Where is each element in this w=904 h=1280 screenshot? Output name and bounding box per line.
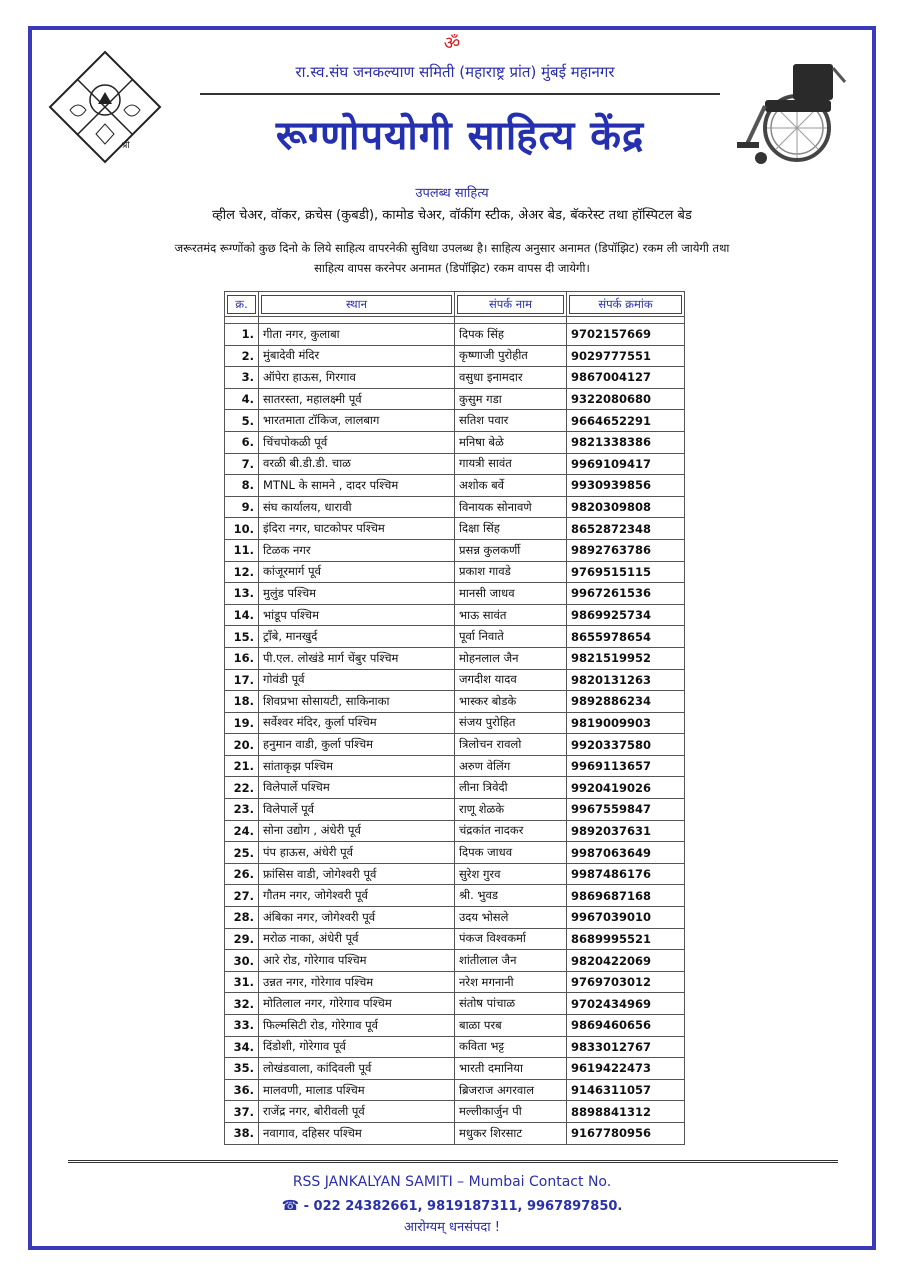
row-phone: 9969113657 [567, 755, 685, 777]
row-number: 28. [225, 907, 259, 929]
row-place: मोतिलाल नगर, गोरेगाव पश्चिम [259, 993, 455, 1015]
row-number: 12. [225, 561, 259, 583]
organization-name: रा.स्व.संघ जनकल्याण समिती (महाराष्ट्र प्रांत) मुंबई महानगर [295, 63, 615, 81]
row-contact-name: बाळा परब [455, 1015, 567, 1037]
table-row [225, 410, 685, 432]
row-phone: 8655978654 [567, 626, 685, 648]
row-place: शिवप्रभा सोसायटी, साकिनाका [259, 691, 455, 713]
row-number: 25. [225, 842, 259, 864]
row-phone: 9146311057 [567, 1079, 685, 1101]
row-contact-name: पूर्वा निवाते [455, 626, 567, 648]
row-contact-name: राणू शेळके [455, 799, 567, 821]
page-title: रूग्णोपयोगी साहित्य केंद्र [275, 113, 645, 159]
row-place: इंदिरा नगर, घाटकोपर पश्चिम [259, 518, 455, 540]
table-row [225, 755, 685, 777]
telephone-icon: ☎ [281, 1198, 300, 1214]
table-row [225, 1015, 685, 1037]
logo-text: श्री [121, 141, 130, 151]
table-header-row [225, 292, 685, 317]
deposit-note-line-1: जरूरतमंद रूग्णोंको कुछ दिनो के लिये साहित्य वापरनेकी सुविधा उपलब्ध है। साहित्य अनुसार अनामत (डिपॉझिट) रकम ली जायेगी तथा [174, 241, 730, 255]
header-place [259, 292, 455, 317]
row-phone: 9322080680 [567, 388, 685, 410]
table-row [225, 971, 685, 993]
row-place: फिल्मसिटी रोड, गोरेगाव पूर्व [259, 1015, 455, 1037]
row-place: हनुमान वाडी, कुर्ला पश्चिम [259, 734, 455, 756]
row-phone: 9869460656 [567, 1015, 685, 1037]
footer-phones [0, 1196, 904, 1217]
row-number: 36. [225, 1079, 259, 1101]
row-contact-name: नरेश मगनानी [455, 971, 567, 993]
row-phone: 9987063649 [567, 842, 685, 864]
row-place: गीता नगर, कुलाबा [259, 324, 455, 346]
header-contact-number-label: संपर्क क्रमांक [569, 295, 682, 314]
table-row [225, 1036, 685, 1058]
row-phone: 9930939856 [567, 475, 685, 497]
row-place: सोना उद्योग , अंधेरी पूर्व [259, 820, 455, 842]
table-body [225, 317, 685, 1145]
table-row [225, 820, 685, 842]
row-place: लोखंडवाला, कांदिवली पूर्व [259, 1058, 455, 1080]
row-contact-name: चंद्रकांत नादकर [455, 820, 567, 842]
row-contact-name: भास्कर बोडके [455, 691, 567, 713]
table-row [225, 907, 685, 929]
row-number: 17. [225, 669, 259, 691]
row-number: 18. [225, 691, 259, 713]
row-number: 24. [225, 820, 259, 842]
row-place: सर्वेश्वर मंदिर, कुर्ला पश्चिम [259, 712, 455, 734]
row-contact-name: विनायक सोनावणे [455, 496, 567, 518]
row-place: मुंबादेवी मंदिर [259, 345, 455, 367]
table-row [225, 885, 685, 907]
row-number: 10. [225, 518, 259, 540]
row-phone: 9920419026 [567, 777, 685, 799]
row-place: आरे रोड, गोरेगाव पश्चिम [259, 950, 455, 972]
table-row [225, 604, 685, 626]
row-contact-name: अरुण वेलिंग [455, 755, 567, 777]
row-contact-name: गायत्री सावंत [455, 453, 567, 475]
row-place: मरोळ नाका, अंधेरी पूर्व [259, 928, 455, 950]
row-contact-name: मानसी जाधव [455, 583, 567, 605]
row-contact-name: भारती दमानिया [455, 1058, 567, 1080]
row-number: 29. [225, 928, 259, 950]
row-place: नवागाव, दहिसर पश्चिम [259, 1122, 455, 1144]
deposit-note [90, 238, 814, 278]
row-phone: 8898841312 [567, 1101, 685, 1123]
row-phone: 9702157669 [567, 324, 685, 346]
row-number: 14. [225, 604, 259, 626]
table-row [225, 1079, 685, 1101]
row-contact-name: कृष्णाजी पुरोहीत [455, 345, 567, 367]
row-phone: 9969109417 [567, 453, 685, 475]
row-contact-name: संतोष पांचाळ [455, 993, 567, 1015]
row-phone: 9869687168 [567, 885, 685, 907]
row-place: पी.एल. लोखंडे मार्ग चेंबुर पश्चिम [259, 647, 455, 669]
row-contact-name: त्रिलोचन रावलो [455, 734, 567, 756]
row-phone: 9167780956 [567, 1122, 685, 1144]
row-place: दिंडोशी, गोरेगाव पूर्व [259, 1036, 455, 1058]
table-row [225, 1101, 685, 1123]
row-phone: 9892886234 [567, 691, 685, 713]
row-number: 3. [225, 367, 259, 389]
row-place: पंप हाऊस, अंधेरी पूर्व [259, 842, 455, 864]
row-number: 22. [225, 777, 259, 799]
row-number: 34. [225, 1036, 259, 1058]
row-contact-name: दिपक जाधव [455, 842, 567, 864]
row-number: 7. [225, 453, 259, 475]
row-number: 16. [225, 647, 259, 669]
row-contact-name: संजय पुरोहित [455, 712, 567, 734]
row-contact-name: दिपक सिंह [455, 324, 567, 346]
row-phone: 9821519952 [567, 647, 685, 669]
header-contact-name [455, 292, 567, 317]
row-place: ट्रॉंबे, मानखुर्द [259, 626, 455, 648]
row-phone: 9967559847 [567, 799, 685, 821]
row-number: 15. [225, 626, 259, 648]
row-contact-name: अशोक बर्वे [455, 475, 567, 497]
row-number: 38. [225, 1122, 259, 1144]
row-contact-name: लीना त्रिवेदी [455, 777, 567, 799]
row-number: 19. [225, 712, 259, 734]
row-number: 13. [225, 583, 259, 605]
table-row [225, 539, 685, 561]
footer-phone-numbers: - 022 24382661, 9819187311, 9967897850. [303, 1199, 623, 1214]
row-number: 26. [225, 863, 259, 885]
row-number: 11. [225, 539, 259, 561]
row-phone: 9833012767 [567, 1036, 685, 1058]
row-phone: 8689995521 [567, 928, 685, 950]
row-contact-name: पंकज विश्वकर्मा [455, 928, 567, 950]
header-place-label: स्थान [261, 295, 452, 314]
table-row [225, 799, 685, 821]
row-number: 1. [225, 324, 259, 346]
row-contact-name: ब्रिजराज अगरवाल [455, 1079, 567, 1101]
row-number: 5. [225, 410, 259, 432]
row-place: राजेंद्र नगर, बोरीवली पूर्व [259, 1101, 455, 1123]
row-place: उन्नत नगर, गोरेगाव पश्चिम [259, 971, 455, 993]
row-contact-name: उदय भोसले [455, 907, 567, 929]
row-number: 32. [225, 993, 259, 1015]
table-row [225, 367, 685, 389]
row-number: 23. [225, 799, 259, 821]
row-phone: 9820309808 [567, 496, 685, 518]
row-phone: 9892037631 [567, 820, 685, 842]
header-divider [200, 93, 720, 95]
row-phone: 9619422473 [567, 1058, 685, 1080]
header-sr-label: क्र. [227, 295, 256, 314]
row-place: टिळक नगर [259, 539, 455, 561]
om-symbol: ॐ [443, 33, 461, 54]
row-number: 21. [225, 755, 259, 777]
deposit-note-line-2: साहित्य वापस करनेपर अनामत (डिपॉझिट) रकम वापस दी जायेगी। [314, 261, 590, 275]
row-place: सांताकृझ पश्चिम [259, 755, 455, 777]
table-row [225, 388, 685, 410]
row-contact-name: श्री. भुवड [455, 885, 567, 907]
row-number: 27. [225, 885, 259, 907]
table-row [225, 496, 685, 518]
row-phone: 8652872348 [567, 518, 685, 540]
row-place: मुलुंड पश्चिम [259, 583, 455, 605]
row-phone: 9892763786 [567, 539, 685, 561]
row-number: 4. [225, 388, 259, 410]
row-phone: 9769703012 [567, 971, 685, 993]
row-phone: 9821338386 [567, 431, 685, 453]
table-row [225, 561, 685, 583]
row-place: कांजूरमार्ग पूर्व [259, 561, 455, 583]
row-contact-name: सतिश पवार [455, 410, 567, 432]
table-row [225, 950, 685, 972]
row-place: वरळी बी.डी.डी. चाळ [259, 453, 455, 475]
table-row [225, 324, 685, 346]
row-number: 20. [225, 734, 259, 756]
table-row [225, 691, 685, 713]
header-sr [225, 292, 259, 317]
row-place: भारतमाता टॉकिज, लालबाग [259, 410, 455, 432]
footer-slogan: आरोग्यम् धनसंपदा ! [403, 1220, 501, 1235]
footer-divider [68, 1160, 838, 1163]
row-phone: 9869925734 [567, 604, 685, 626]
row-phone: 9820131263 [567, 669, 685, 691]
table-row [225, 453, 685, 475]
header-contact-number [567, 292, 685, 317]
row-contact-name: वसुधा इनामदार [455, 367, 567, 389]
row-place: ऑपेरा हाऊस, गिरगाव [259, 367, 455, 389]
row-place: चिंचपोकळी पूर्व [259, 431, 455, 453]
table-row [225, 863, 685, 885]
row-phone: 9702434969 [567, 993, 685, 1015]
row-place: मालवणी, मालाड पश्चिम [259, 1079, 455, 1101]
row-phone: 9967261536 [567, 583, 685, 605]
table-row [225, 712, 685, 734]
row-number: 30. [225, 950, 259, 972]
row-phone: 9769515115 [567, 561, 685, 583]
wheelchair-icon [735, 58, 855, 168]
row-phone: 9819009903 [567, 712, 685, 734]
row-phone: 9920337580 [567, 734, 685, 756]
row-number: 33. [225, 1015, 259, 1037]
row-contact-name: मधुकर शिरसाट [455, 1122, 567, 1144]
row-number: 35. [225, 1058, 259, 1080]
row-contact-name: शांतीलाल जैन [455, 950, 567, 972]
row-phone: 9029777551 [567, 345, 685, 367]
row-contact-name: प्रकाश गावडे [455, 561, 567, 583]
row-place: भांडूप पश्चिम [259, 604, 455, 626]
row-place: गोवंडी पूर्व [259, 669, 455, 691]
table-row [225, 583, 685, 605]
row-number: 6. [225, 431, 259, 453]
row-contact-name: मोहनलाल जैन [455, 647, 567, 669]
row-number: 31. [225, 971, 259, 993]
row-contact-name: सुरेश गुरव [455, 863, 567, 885]
row-contact-name: भाऊ सावंत [455, 604, 567, 626]
row-contact-name: प्रसन्न कुलकर्णी [455, 539, 567, 561]
row-phone: 9820422069 [567, 950, 685, 972]
table-row [225, 647, 685, 669]
table-row [225, 626, 685, 648]
row-place: संघ कार्यालय, धारावी [259, 496, 455, 518]
contacts-table [224, 291, 685, 1145]
row-contact-name: जगदीश यादव [455, 669, 567, 691]
header-spacer [225, 317, 685, 324]
footer-org: RSS JANKALYAN SAMITI – Mumbai Contact No. [292, 1174, 612, 1190]
row-number: 8. [225, 475, 259, 497]
row-number: 37. [225, 1101, 259, 1123]
row-phone: 9664652291 [567, 410, 685, 432]
table-row [225, 475, 685, 497]
row-phone: 9967039010 [567, 907, 685, 929]
row-place: गौतम नगर, जोगेश्वरी पूर्व [259, 885, 455, 907]
row-contact-name: मनिषा बेळे [455, 431, 567, 453]
table-row [225, 669, 685, 691]
row-place: अंबिका नगर, जोगेश्वरी पूर्व [259, 907, 455, 929]
row-place: विलेपार्ले पश्चिम [259, 777, 455, 799]
table-row [225, 928, 685, 950]
table-row [225, 734, 685, 756]
row-place: MTNL के सामने , दादर पश्चिम [259, 475, 455, 497]
table-row [225, 777, 685, 799]
table-row [225, 993, 685, 1015]
table-row [225, 431, 685, 453]
row-contact-name: कविता भट्ट [455, 1036, 567, 1058]
samiti-logo [46, 48, 164, 166]
table-row [225, 1122, 685, 1144]
table-row [225, 518, 685, 540]
row-contact-name: मल्लीकार्जुन पी [455, 1101, 567, 1123]
row-place: सातरस्ता, महालक्ष्मी पूर्व [259, 388, 455, 410]
row-phone: 9987486176 [567, 863, 685, 885]
row-place: फ्रांसिस वाडी, जोगेश्वरी पूर्व [259, 863, 455, 885]
header-contact-name-label: संपर्क नाम [457, 295, 564, 314]
row-number: 9. [225, 496, 259, 518]
available-items-heading: उपलब्ध साहित्य [415, 186, 489, 201]
row-contact-name: कुसुम गडा [455, 388, 567, 410]
table-row [225, 345, 685, 367]
row-number: 2. [225, 345, 259, 367]
row-place: विलेपार्ले पूर्व [259, 799, 455, 821]
row-phone: 9867004127 [567, 367, 685, 389]
table-row [225, 842, 685, 864]
available-items-list: व्हील चेअर, वॉकर, क्रचेस (कुबडी), कामोड चेअर, वॉकींग स्टीक, अेअर बेड, बॅकरेस्ट तथा हॉस्पिटल बेड [212, 208, 692, 223]
table-row [225, 1058, 685, 1080]
row-contact-name: दिक्षा सिंह [455, 518, 567, 540]
